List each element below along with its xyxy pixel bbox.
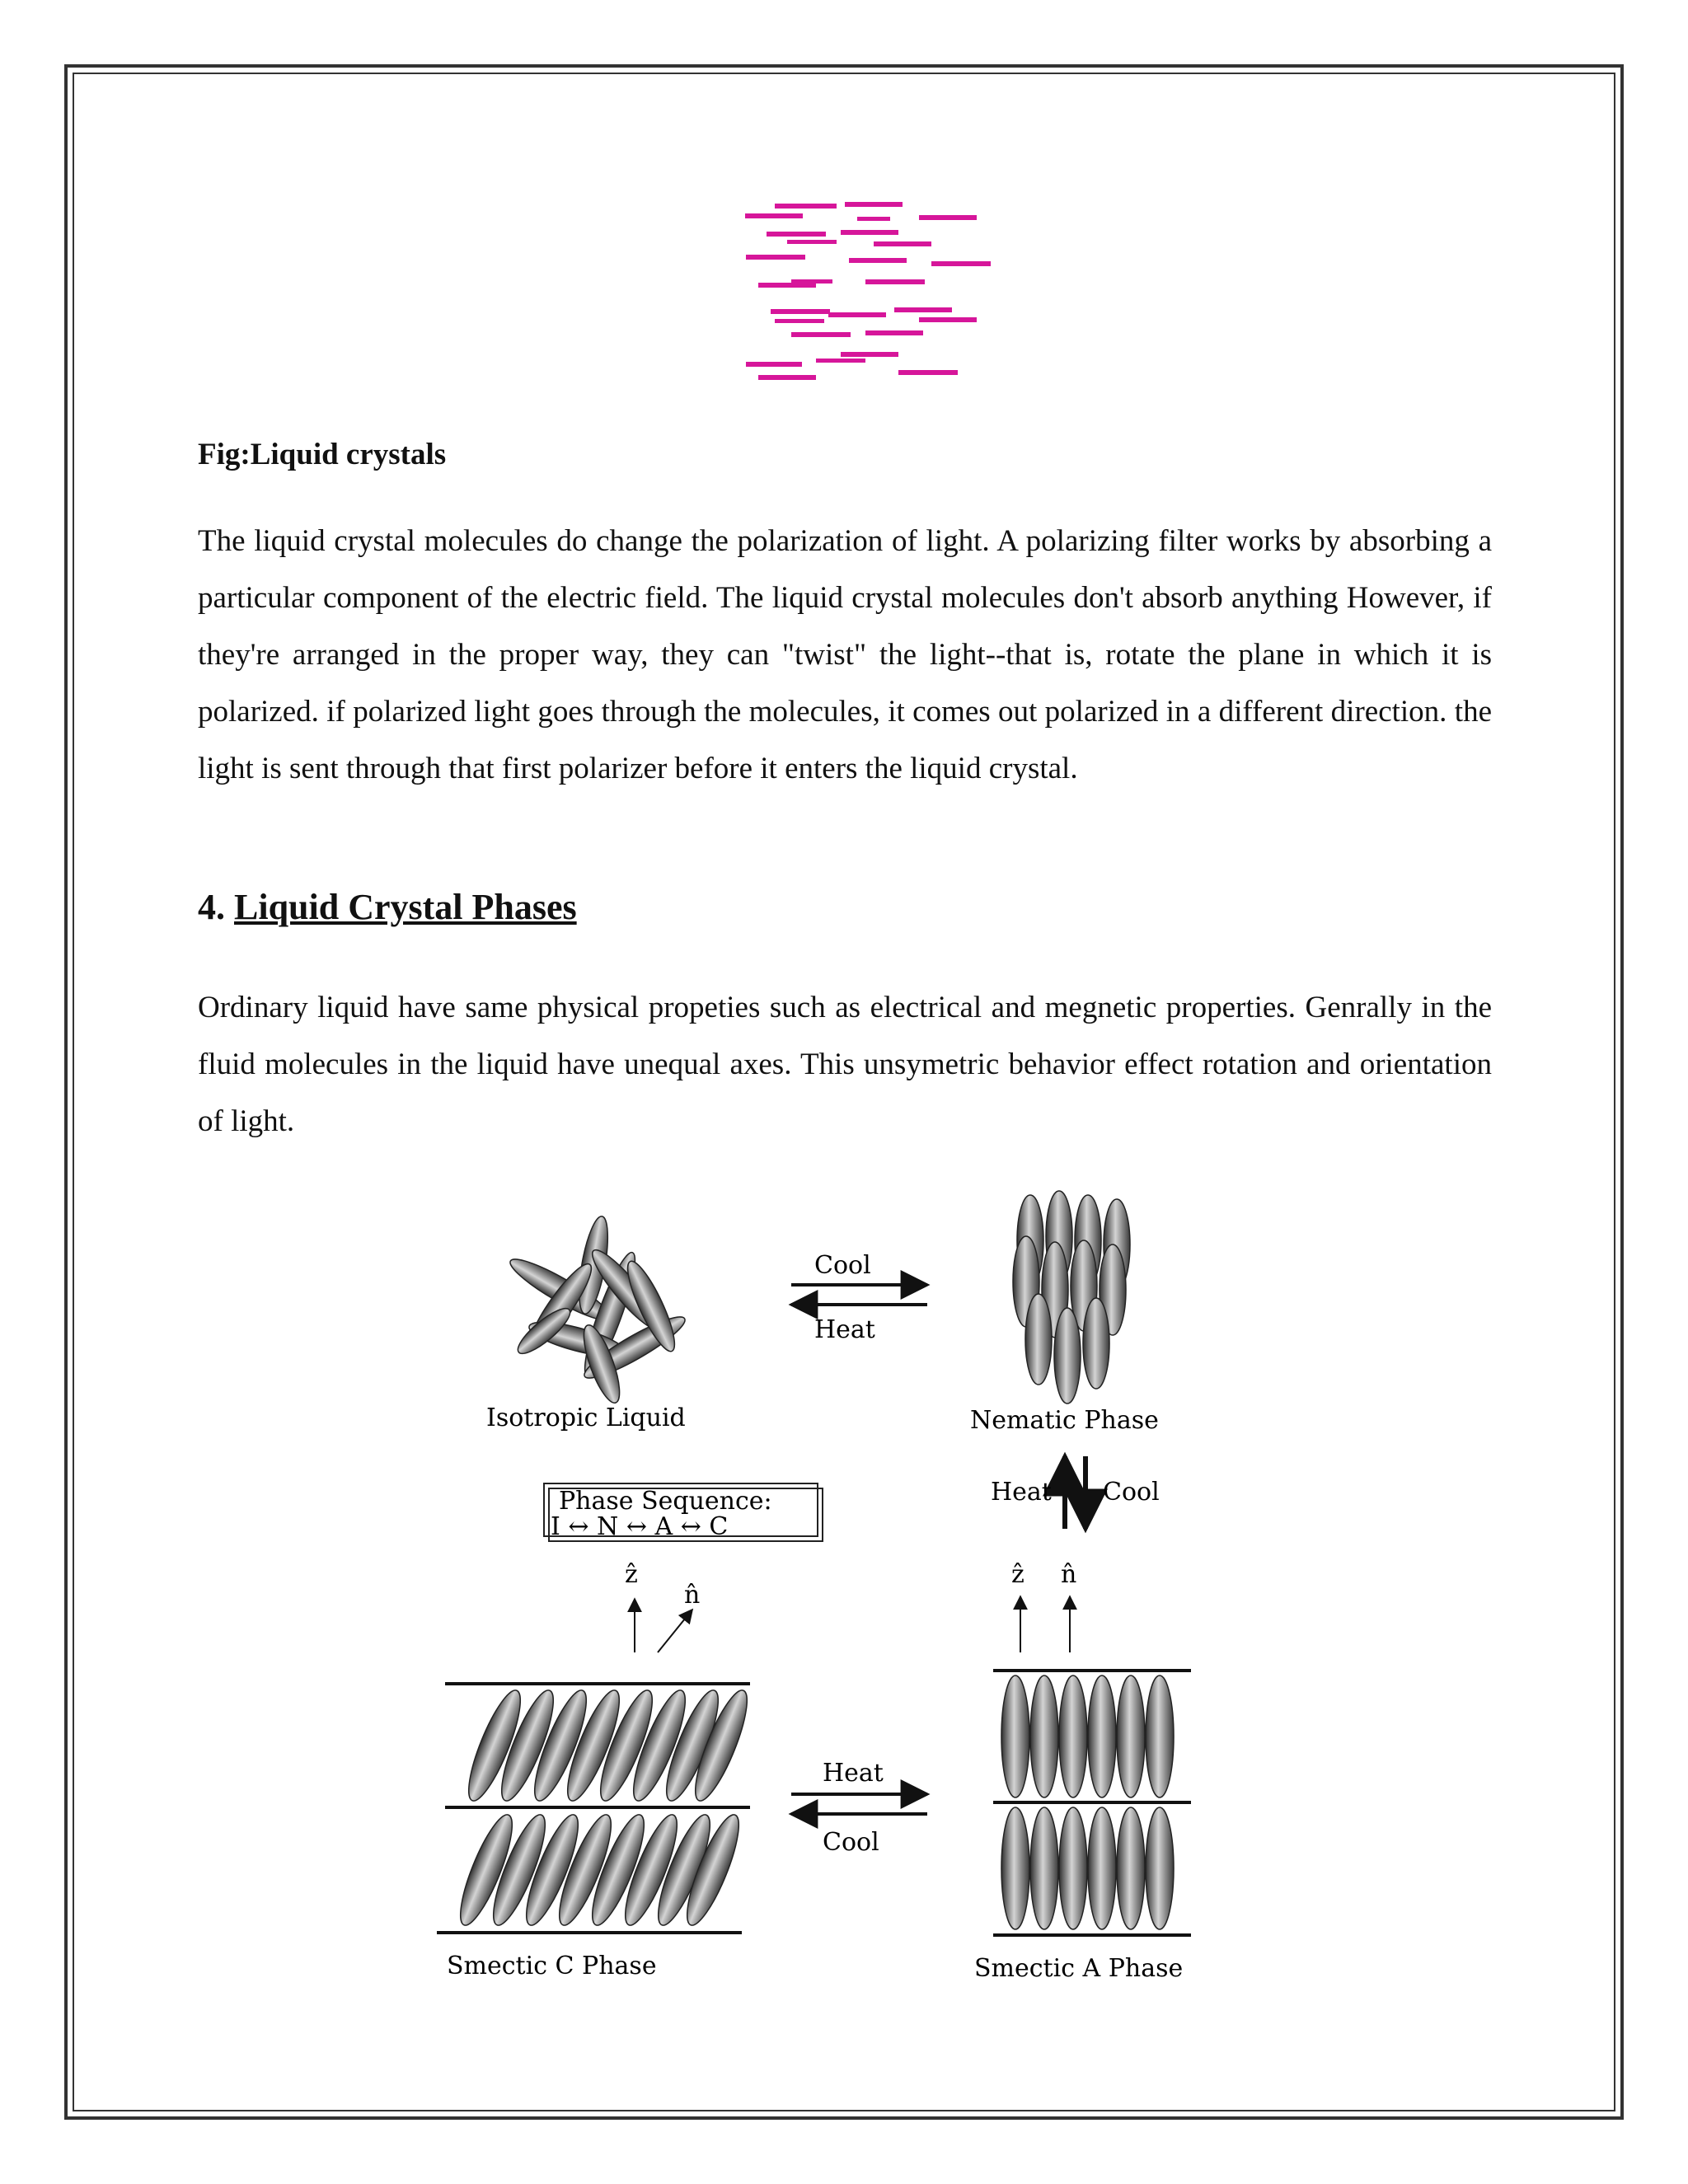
liquid-crystal-phases-diagram xyxy=(437,1166,1261,1990)
nematic-molecules xyxy=(1013,1191,1130,1404)
n-director-arrow-c xyxy=(658,1610,692,1652)
paragraph-phases: Ordinary liquid have same physical propeties such as electrical and megnetic properties. Genrally in the fluid molecules in the liquid have unequal axes. This unsymetric behavior effect rotation and orientation of light. xyxy=(198,991,1492,1138)
label-heat-bottom: Heat xyxy=(823,1759,884,1788)
label-heat-top: Heat xyxy=(814,1315,875,1344)
phase-sequence-value: I ↔ N ↔ A ↔ C xyxy=(551,1512,729,1541)
label-smectic-a: Smectic A Phase xyxy=(974,1954,1184,1983)
label-smectic-c: Smectic C Phase xyxy=(447,1952,657,1980)
label-z-hat-c: ẑ xyxy=(625,1560,638,1589)
label-cool-top: Cool xyxy=(814,1251,871,1280)
isotropic-molecules xyxy=(504,1214,690,1406)
section-number: 4. xyxy=(198,887,225,927)
label-cool-bottom: Cool xyxy=(823,1828,879,1857)
label-heat-vertical: Heat xyxy=(991,1478,1052,1507)
label-z-hat-a: ẑ xyxy=(1011,1560,1025,1589)
section-title: Liquid Crystal Phases xyxy=(234,887,577,927)
liquid-crystal-molecules-figure xyxy=(742,194,1014,391)
label-isotropic: Isotropic Liquid xyxy=(486,1404,686,1432)
label-nematic: Nematic Phase xyxy=(970,1406,1159,1435)
label-n-hat-c: n̂ xyxy=(684,1581,701,1610)
paragraph-polarization: The liquid crystal molecules do change the polarization of light. A polarizing filter works by absorbing a particular component of the electric field. The liquid crystal molecules don't absorb anything However, if they're arranged in the proper way, they can "twist" the light--that is, rotate the plane in which it is polarized. if polarized light goes through the molecules, it comes out polarized in a different direction. the light is sent through that first polarizer before it enters the liquid crystal. xyxy=(198,524,1492,785)
figure-caption: Fig:Liquid crystals xyxy=(198,438,447,471)
section-heading xyxy=(198,886,577,928)
label-cool-vertical: Cool xyxy=(1103,1478,1160,1507)
label-n-hat-a: n̂ xyxy=(1061,1560,1077,1589)
phase-sequence-title: Phase Sequence: xyxy=(559,1487,772,1516)
